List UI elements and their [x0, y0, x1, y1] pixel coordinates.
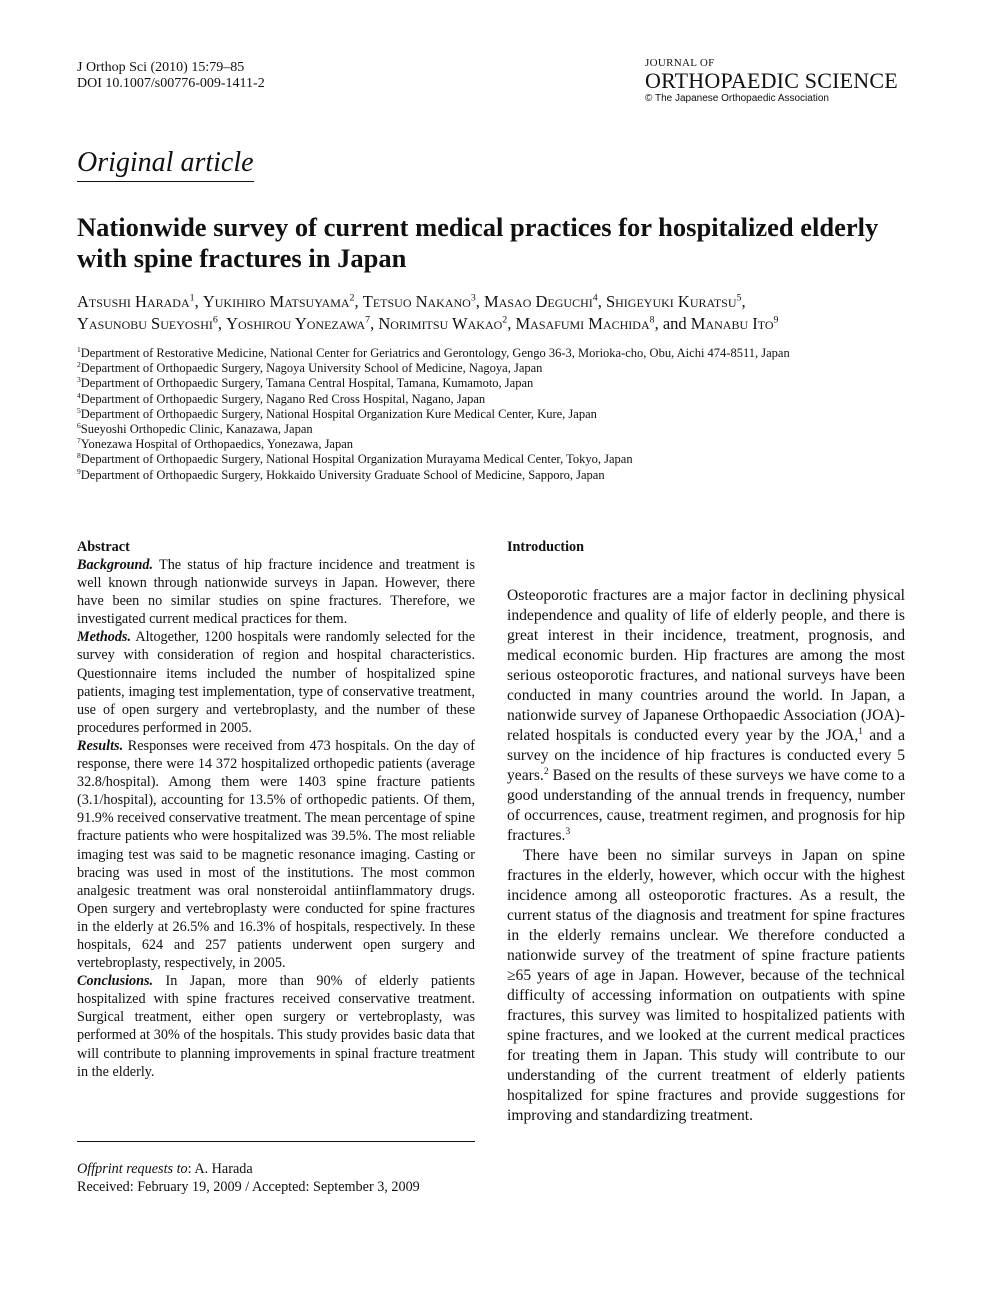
introduction-heading: Introduction [507, 539, 584, 555]
affiliation: $^1$Department of Restorative Medicine, National Center for Geriatrics and Gerontology, Gengo 36-3, Morioka-cho, Obu, Aichi 474-8511, Japan [77, 344, 790, 360]
affiliation-list [77, 346, 897, 483]
journal-citation: J Orthop Sci (2010) 15:79–85 [77, 60, 245, 75]
footnote [77, 1160, 420, 1196]
author: Atsushi Harada$^1$, [77, 292, 199, 311]
section-type: Original article [77, 146, 254, 182]
journal-logo [645, 57, 898, 105]
affiliation: $^9$Department of Orthopaedic Surgery, Hokkaido University Graduate School of Medicine, Sapporo, Japan [77, 466, 605, 482]
author: Masafumi Machida$^8$, and [515, 314, 687, 333]
received-dates: Received: February 19, 2009 / Accepted: September 3, 2009 [77, 1179, 420, 1195]
journal-logo-name: ORTHOPAEDIC SCIENCE [645, 68, 898, 93]
author: Yoshirou Yonezawa$^7$, [226, 314, 375, 333]
abstract-background: Background. The status of hip fracture incidence and treatment is well known through nationwide surveys in Japan. However, there have been no similar studies on spine fractures. Therefore, we investigated current medical practices for them. [77, 557, 475, 628]
affiliation: $^4$Department of Orthopaedic Surgery, Nagano Red Cross Hospital, Nagano, Japan [77, 390, 486, 406]
journal-logo-small: JOURNAL OF [645, 57, 715, 69]
reference-link[interactable]: 1 [858, 726, 863, 737]
author: Yukihiro Matsuyama$^2$, [202, 292, 359, 311]
author: Manabu Ito$^9$ [690, 314, 779, 333]
abstract-results: Results. Responses were received from 473 hospitals. On the day of response, there were 14 372 hospitalized orthopedic patients (average 32.8/hospital). Among them were 1403 spine fracture patients (3.1/hospital), accounting for 13.5% of orthopedic patients. Of them, 91.9% received conservative treatment. The mean percentage of spine fracture patients who were hospitalized was 39.5%. The most reliable imaging test was said to be magnetic resonance imaging. Casting or bracing was used in most of the institutions. The most common analgesic treatment was oral nonsteroidal antiinflammatory drugs. Open surgery and vertebroplasty were conducted for spine fractures in the elderly at 26.5% and 16.3% of hospitals, respectively. In these hospitals, 624 and 257 patients underwent open surgery and vertebroplasty, respectively, in 2005. [77, 737, 475, 972]
introduction-paragraph: There have been no similar surveys in Japan on spine fractures in the elderly, however, which occur with the highest incidence among all osteoporotic fractures. As a result, the current status of the diagnosis and treatment for spine fractures in the elderly remains unclear. We therefore conducted a nationwide survey of the treatment of spine fracture patients ≥65 years of age in Japan. However, because of the technical difficulty of accessing information on outpatients with spine fractures, this survey was limited to hospitalized patients with spine fractures, and we looked at the current medical practices for treating them in Japan. This study will contribute to our understanding of the current treatment of elderly patients hospitalized for spine fractures and provide suggestions for improving and standardizing treatment. [507, 847, 905, 1124]
affiliation: $^7$Yonezawa Hospital of Orthopaedics, Yonezawa, Japan [77, 436, 354, 452]
journal-copyright: © The Japanese Orthopaedic Association [645, 93, 829, 104]
affiliation: $^8$Department of Orthopaedic Surgery, National Hospital Organization Murayama Medical Center, Tokyo, Japan [77, 451, 633, 467]
affiliation: $^2$Department of Orthopaedic Surgery, Nagoya University School of Medicine, Nagoya, Japan [77, 360, 543, 376]
offprint-requests: Offprint requests to: A. Harada [77, 1161, 253, 1177]
author: Yasunobu Sueyoshi$^6$, [77, 314, 222, 333]
affiliation: $^5$Department of Orthopaedic Surgery, National Hospital Organization Kure Medical Center, Kure, Japan [77, 405, 597, 421]
author: Shigeyuki Kuratsu$^5$, [605, 292, 746, 311]
author-list [77, 291, 917, 335]
reference-link[interactable]: 3 [565, 826, 571, 837]
introduction-paragraph: Osteoporotic fractures are a major factor in declining physical independence and quality of life of elderly people, and there is great interest in their incidence, treatment, prognosis, and medical economic burden. Hip fractures are among the most serious osteoporotic fractures, and national surveys have been conducted in many countries around the world. In Japan, a nationwide survey of Japanese Orthopaedic Association (JOA)-related hospitals is conducted every year by the JOA,$^1$ and a survey on the incidence of hip fractures is conducted every 5 years.$^2$ Based on the results of these surveys we have come to a good understanding of the annual trends in frequency, number of occurrences, cause, treatment regimen, and prognosis for hip fractures.$^3$ [507, 587, 905, 844]
reference-link[interactable]: 2 [543, 766, 549, 777]
author: Masao Deguchi$^4$, [484, 292, 602, 311]
abstract-conclusions: Conclusions. In Japan, more than 90% of elderly patients hospitalized with spine fractures received conservative treatment. Surgical treatment, either open surgery or vertebroplasty, was performed at 30% of the hospitals. This study provides basic data that will contribute to planning improvements in spinal fracture treatment in the elderly. [77, 973, 476, 1080]
affiliation: $^3$Department of Orthopaedic Surgery, Tamana Central Hospital, Tamana, Kumamoto, Japan [77, 375, 534, 391]
introduction [507, 538, 905, 1126]
abstract [77, 538, 475, 1081]
affiliation: $^6$Sueyoshi Orthopedic Clinic, Kanazawa, Japan [77, 420, 313, 437]
author: Norimitsu Wakao$^2$, [378, 314, 512, 333]
abstract-methods: Methods. Altogether, 1200 hospitals were randomly selected for the survey with consideration of region and hospital characteristics. Questionnaire items included the number of hospitalized spine patients, imaging test implementation, type of conservative treatment, use of open surgery and vertebroplasty, and the number of these procedures performed in 2005. [77, 629, 475, 736]
doi[interactable]: DOI 10.1007/s00776-009-1411-2 [77, 76, 265, 91]
author: Tetsuo Nakano$^3$, [362, 292, 480, 311]
footnote-divider [77, 1141, 475, 1142]
article-title: Nationwide survey of current medical practices for hospitalized elderly with spine fractures in Japan [77, 212, 879, 273]
citation-block [77, 60, 265, 92]
abstract-heading: Abstract [77, 539, 130, 555]
